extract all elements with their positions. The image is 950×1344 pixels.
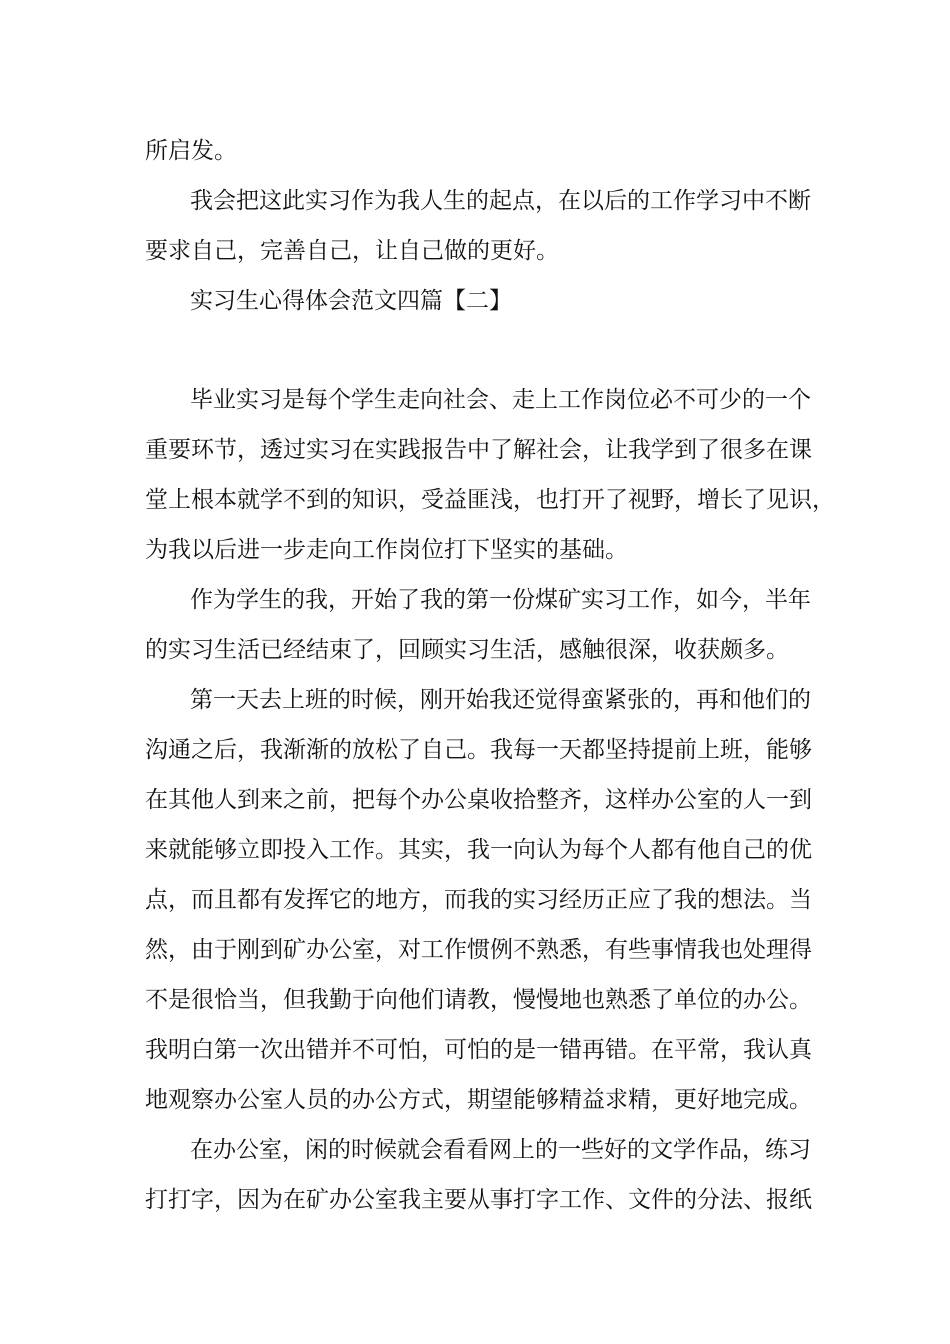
document-page: 所启发。 我会把这此实习作为我人生的起点，在以后的工作学习中不断 要求自己，完善自己，让自己做的更好。 实习生心得体会范文四篇【二】 毕业实习是每个学生走向社会、走上工作岗位必不可少的一个 重要环节，透过实习在实践报告中了解社会，让我学到了很多在课 堂上根本就学不到的知识，受益匪浅，也打开了视野，增长了见识， 为我以后进一步走向工作岗位打下坚实的基础。 作为学生的我，开始了我的第一份煤矿实习工作，如今，半年 的实习生活已经结束了，回顾实习生活，感触很深，收获颇多。 第一天去上班的时候，刚开始我还觉得蛮紧张的，再和他们的 沟通之后，我渐渐的放松了自己。我每一天都坚持提前上班，能够 在其他人到来之前，把每个办公桌收拾整齐，这样办公室的人一到 来就能够立即投入工作。其实，我一向认为每个人都有他自己的优 点，而且都有发挥它的地方，而我的实习经历正应了我的想法。当 然，由于刚到矿办公室，对工作惯例不熟悉，有些事情我也处理得 不是很恰当，但我勤于向他们请教，慢慢地也熟悉了单位的办公。 我明白第一次出错并不可怕，可怕的是一错再错。在平常，我认真 地观察办公室人员的办公方式，期望能够精益求精，更好地完成。 在办公室，闲的时候就会看看网上的一些好的文学作品，练习 打打字，因为在矿办公室我主要从事打字工作、文件的分法、报纸 [145,138,835,1213]
